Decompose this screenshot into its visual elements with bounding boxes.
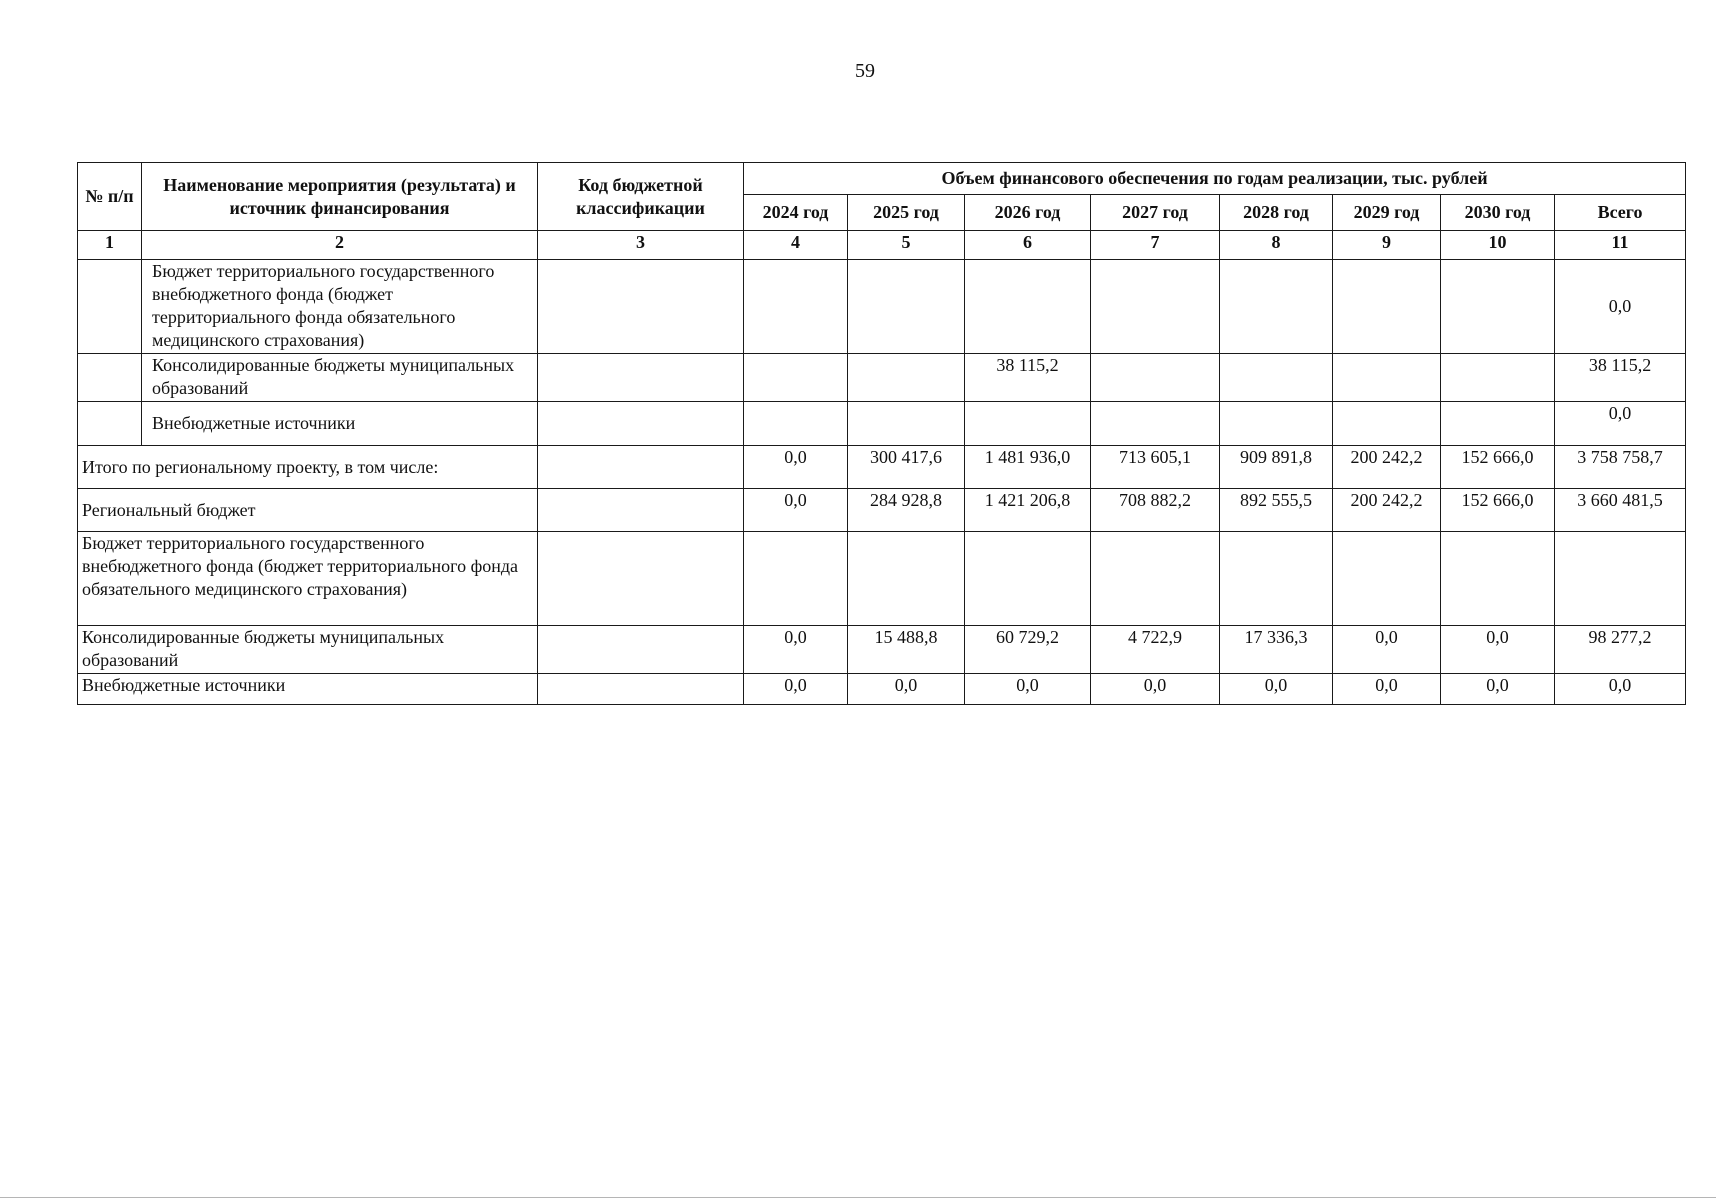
value-cell xyxy=(848,260,965,354)
value-cell: 0,0 xyxy=(744,626,848,674)
summary-name: Консолидированные бюджеты муниципальных образований xyxy=(78,626,538,674)
value-cell: 0,0 xyxy=(1091,674,1220,705)
header-year: 2025 год xyxy=(848,195,965,231)
value-cell: 909 891,8 xyxy=(1220,446,1333,489)
value-cell: 300 417,6 xyxy=(848,446,965,489)
value-cell xyxy=(1441,354,1555,402)
row-code xyxy=(538,626,744,674)
value-cell: 0,0 xyxy=(965,674,1091,705)
row-name: Консолидированные бюджеты муниципальных образований xyxy=(142,354,538,402)
value-cell xyxy=(1333,402,1441,446)
table-row xyxy=(78,260,1686,354)
value-cell xyxy=(1091,532,1220,626)
value-cell xyxy=(848,354,965,402)
column-number: 6 xyxy=(965,231,1091,260)
column-number: 7 xyxy=(1091,231,1220,260)
header-year: 2028 год xyxy=(1220,195,1333,231)
value-cell xyxy=(1220,532,1333,626)
value-cell xyxy=(1441,260,1555,354)
row-code xyxy=(538,532,744,626)
header-year: 2027 год xyxy=(1091,195,1220,231)
column-number: 11 xyxy=(1555,231,1686,260)
value-cell: 200 242,2 xyxy=(1333,446,1441,489)
column-number: 2 xyxy=(142,231,538,260)
header-code: Код бюджетной классификации xyxy=(538,163,744,231)
value-cell xyxy=(1441,402,1555,446)
summary-name: Региональный бюджет xyxy=(78,489,538,532)
value-cell xyxy=(965,532,1091,626)
summary-row xyxy=(78,626,1686,674)
header-year: 2024 год xyxy=(744,195,848,231)
page-number: 59 xyxy=(855,60,875,82)
row-code xyxy=(538,260,744,354)
value-cell: 0,0 xyxy=(744,674,848,705)
value-cell: 0,0 xyxy=(1220,674,1333,705)
header-year: 2029 год xyxy=(1333,195,1441,231)
value-cell xyxy=(1333,532,1441,626)
header-volume: Объем финансового обеспечения по годам реализации, тыс. рублей xyxy=(744,163,1686,195)
value-cell: 0,0 xyxy=(744,489,848,532)
total-cell: 3 660 481,5 xyxy=(1555,489,1686,532)
table-row xyxy=(78,402,1686,446)
total-cell: 98 277,2 xyxy=(1555,626,1686,674)
row-code xyxy=(538,354,744,402)
value-cell: 1 481 936,0 xyxy=(965,446,1091,489)
value-cell: 0,0 xyxy=(1441,626,1555,674)
value-cell xyxy=(1091,260,1220,354)
header-row xyxy=(78,163,1686,195)
table-row xyxy=(78,354,1686,402)
total-cell: 0,0 xyxy=(1555,402,1686,446)
row-code xyxy=(538,489,744,532)
value-cell xyxy=(965,260,1091,354)
row-number xyxy=(78,354,142,402)
header-name: Наименование мероприятия (результата) и источник финансирования xyxy=(142,163,538,231)
value-cell: 713 605,1 xyxy=(1091,446,1220,489)
value-cell xyxy=(744,532,848,626)
summary-name: Итого по региональному проекту, в том числе: xyxy=(78,446,538,489)
row-number xyxy=(78,402,142,446)
value-cell xyxy=(1333,260,1441,354)
value-cell: 15 488,8 xyxy=(848,626,965,674)
summary-row xyxy=(78,489,1686,532)
value-cell: 152 666,0 xyxy=(1441,446,1555,489)
value-cell: 0,0 xyxy=(1333,626,1441,674)
value-cell xyxy=(848,532,965,626)
value-cell: 284 928,8 xyxy=(848,489,965,532)
column-number: 4 xyxy=(744,231,848,260)
value-cell: 4 722,9 xyxy=(1091,626,1220,674)
value-cell: 200 242,2 xyxy=(1333,489,1441,532)
summary-row xyxy=(78,674,1686,705)
total-cell: 0,0 xyxy=(1555,260,1686,354)
total-cell: 38 115,2 xyxy=(1555,354,1686,402)
value-cell xyxy=(744,354,848,402)
header-year: 2026 год xyxy=(965,195,1091,231)
value-cell: 0,0 xyxy=(744,446,848,489)
value-cell xyxy=(1091,354,1220,402)
summary-name: Внебюджетные источники xyxy=(78,674,538,705)
summary-name: Бюджет территориального государственного внебюджетного фонда (бюджет территориального фонда обязательного медицинского страхования) xyxy=(78,532,538,626)
value-cell: 0,0 xyxy=(848,674,965,705)
row-name: Внебюджетные источники xyxy=(142,402,538,446)
value-cell xyxy=(1220,354,1333,402)
column-number: 1 xyxy=(78,231,142,260)
value-cell xyxy=(1220,402,1333,446)
column-number: 10 xyxy=(1441,231,1555,260)
column-number: 8 xyxy=(1220,231,1333,260)
value-cell xyxy=(965,402,1091,446)
financing-table xyxy=(77,162,1686,705)
value-cell xyxy=(744,402,848,446)
value-cell: 38 115,2 xyxy=(965,354,1091,402)
value-cell: 1 421 206,8 xyxy=(965,489,1091,532)
total-cell: 0,0 xyxy=(1555,674,1686,705)
value-cell xyxy=(1333,354,1441,402)
value-cell xyxy=(848,402,965,446)
value-cell xyxy=(744,260,848,354)
value-cell: 0,0 xyxy=(1333,674,1441,705)
value-cell: 60 729,2 xyxy=(965,626,1091,674)
total-cell: 3 758 758,7 xyxy=(1555,446,1686,489)
summary-row xyxy=(78,532,1686,626)
column-number: 9 xyxy=(1333,231,1441,260)
value-cell xyxy=(1091,402,1220,446)
summary-row xyxy=(78,446,1686,489)
value-cell: 708 882,2 xyxy=(1091,489,1220,532)
value-cell: 152 666,0 xyxy=(1441,489,1555,532)
row-code xyxy=(538,446,744,489)
value-cell: 17 336,3 xyxy=(1220,626,1333,674)
header-number: № п/п xyxy=(78,163,142,231)
header-year: 2030 год xyxy=(1441,195,1555,231)
value-cell: 892 555,5 xyxy=(1220,489,1333,532)
total-cell xyxy=(1555,532,1686,626)
column-numbers-row xyxy=(78,231,1686,260)
row-code xyxy=(538,402,744,446)
header-total: Всего xyxy=(1555,195,1686,231)
value-cell xyxy=(1441,532,1555,626)
value-cell: 0,0 xyxy=(1441,674,1555,705)
column-number: 3 xyxy=(538,231,744,260)
row-code xyxy=(538,674,744,705)
column-number: 5 xyxy=(848,231,965,260)
row-name: Бюджет территориального государственного внебюджетного фонда (бюджет территориального фонда обязательного медицинского страхования) xyxy=(142,260,538,354)
row-number xyxy=(78,260,142,354)
scan-edge-line xyxy=(0,1197,1716,1198)
value-cell xyxy=(1220,260,1333,354)
